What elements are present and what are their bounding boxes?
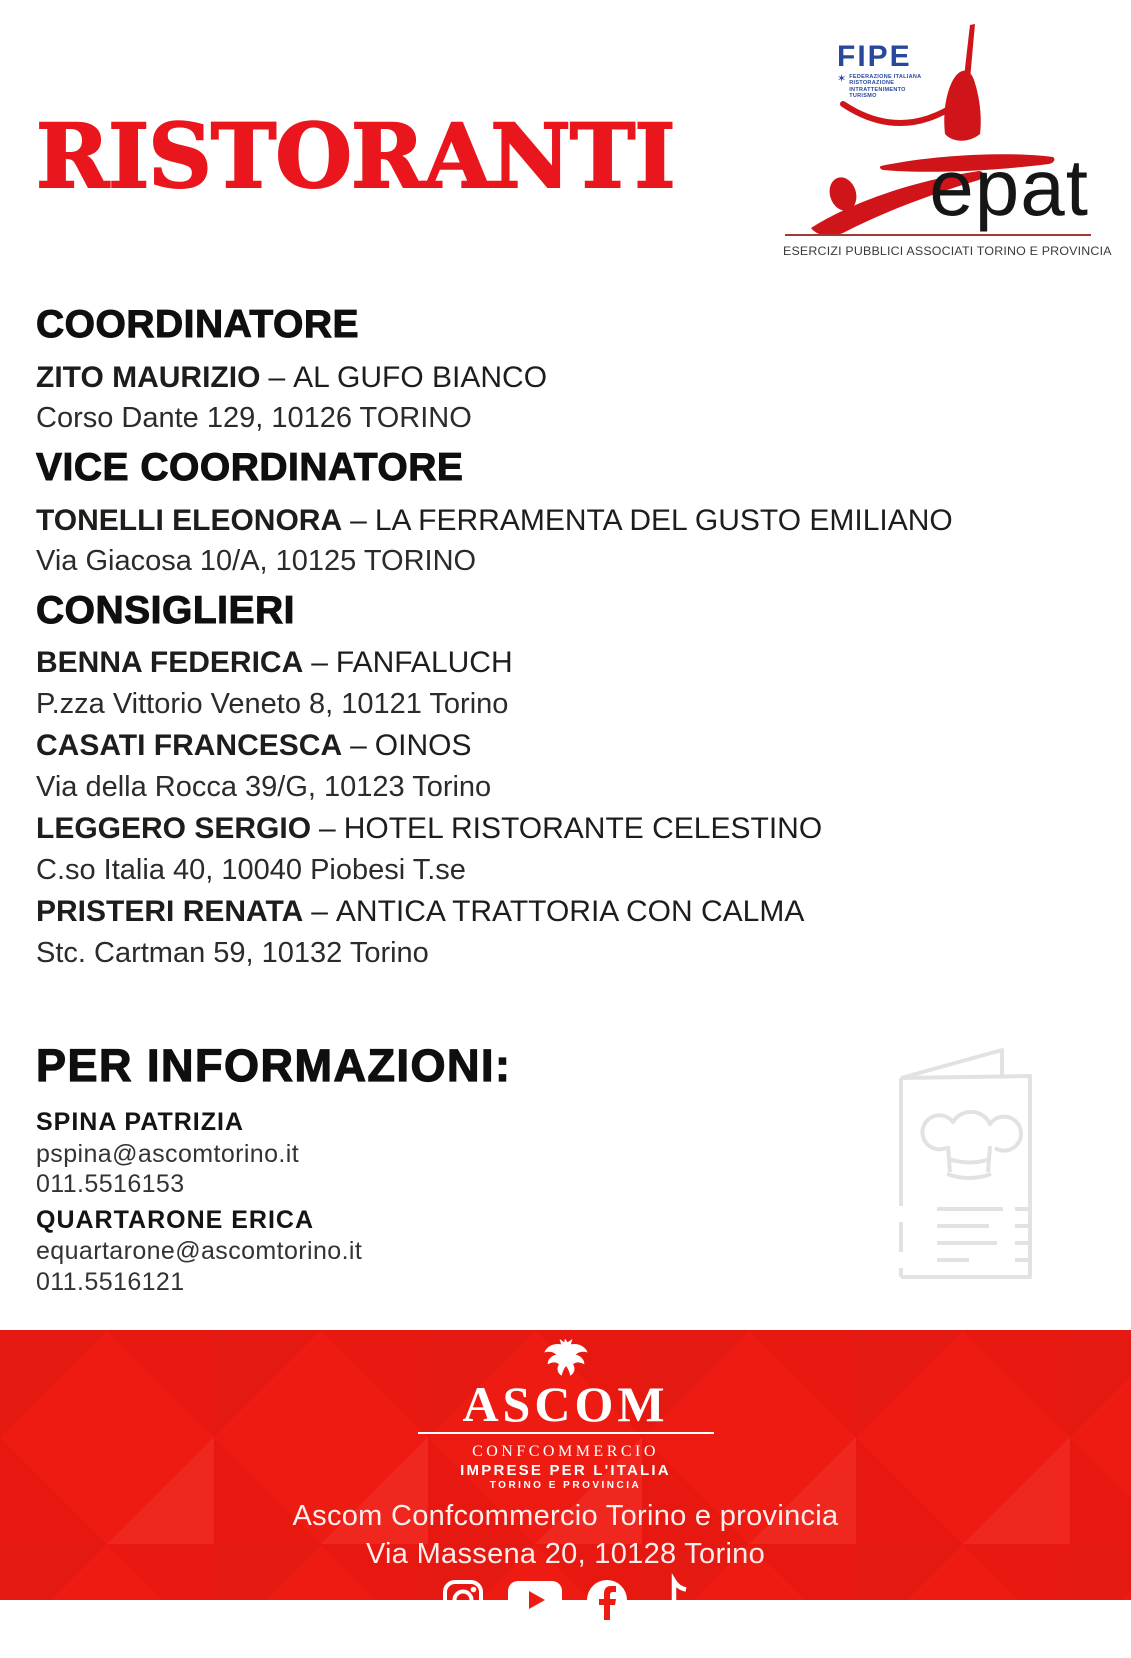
venue-name: AL GUFO BIANCO <box>293 360 548 394</box>
entry-line <box>36 500 1071 541</box>
ascom-logo <box>418 1337 714 1491</box>
contact-name: QUARTARONE ERICA <box>36 1205 315 1234</box>
contact-email[interactable]: equartarone@ascomtorino.it <box>36 1237 363 1265</box>
fipe-name: FIPE <box>837 40 912 73</box>
entry-line <box>36 725 1071 766</box>
venue-name: HOTEL RISTORANTE CELESTINO <box>343 812 823 846</box>
contact-email[interactable]: pspina@ascomtorino.it <box>36 1139 300 1168</box>
separator: – <box>311 895 328 929</box>
venue-address: Via Giacosa 10/A, 10125 TORINO <box>36 544 477 577</box>
member-name: LEGGERO SERGIO <box>36 812 312 846</box>
fipe-emblem-icon: ✶ <box>837 73 847 85</box>
fipe-line: FEDERAZIONE ITALIANA <box>849 74 922 80</box>
epat-logo <box>783 26 1112 262</box>
ascom-divider <box>418 1432 714 1434</box>
member-name: ZITO MAURIZIO <box>36 360 261 394</box>
entry-line <box>36 808 1071 849</box>
venue-address: Via della Rocca 39/G, 10123 Torino <box>36 770 492 803</box>
venue-address: C.so Italia 40, 10040 Piobesi T.se <box>36 853 466 886</box>
roles-list <box>36 302 1071 974</box>
member-name: PRISTERI RENATA <box>36 895 304 929</box>
contact-phone: 011.5516121 <box>36 1267 185 1296</box>
contact-name: SPINA PATRIZIA <box>36 1108 244 1136</box>
epat-divider <box>785 234 1091 236</box>
venue-address: Stc. Cartman 59, 10132 Torino <box>36 936 429 969</box>
info-heading: PER INFORMAZIONI: <box>36 1040 512 1091</box>
fipe-sub-lines <box>849 74 921 99</box>
instagram-icon[interactable] <box>441 1578 485 1622</box>
entry-line <box>36 891 1071 932</box>
facebook-icon[interactable] <box>585 1578 629 1622</box>
ascom-tagline: IMPRESE PER L'ITALIA <box>460 1462 671 1479</box>
fipe-line: TURISMO <box>849 92 877 99</box>
menu-card-icon <box>889 1036 1041 1282</box>
fipe-logo <box>837 42 965 99</box>
epat-wordmark: epat <box>929 143 1089 232</box>
fipe-line: RISTORAZIONE <box>849 80 895 87</box>
separator: – <box>350 503 367 537</box>
website-link[interactable]: www.ascomtorino.it <box>431 1623 700 1657</box>
venue-address: Corso Dante 129, 10126 TORINO <box>36 402 472 435</box>
separator: – <box>311 646 328 680</box>
entry-line <box>36 642 1071 683</box>
separator: – <box>319 812 336 846</box>
venue-name: FANFALUCH <box>335 646 513 680</box>
info-block <box>36 1040 511 1297</box>
youtube-icon[interactable] <box>507 1580 563 1620</box>
member-name: BENNA FEDERICA <box>36 646 304 680</box>
header <box>36 26 1112 262</box>
ascom-wordmark: ASCOM <box>462 1376 669 1432</box>
fipe-line: INTRATTENIMENTO <box>849 86 906 93</box>
social-links <box>441 1578 691 1622</box>
venue-address: P.zza Vittorio Veneto 8, 10121 Torino <box>36 687 509 720</box>
footer <box>0 1330 1131 1657</box>
venue-name: ANTICA TRATTORIA CON CALMA <box>335 895 805 929</box>
ascom-region: TORINO E PROVINCIA <box>489 1480 642 1491</box>
tiktok-icon[interactable] <box>651 1575 691 1625</box>
member-name: TONELLI ELEONORA <box>36 503 343 537</box>
venue-name: OINOS <box>374 729 472 763</box>
separator: – <box>268 360 286 394</box>
entry-line <box>36 357 1071 398</box>
separator: – <box>350 729 367 763</box>
eagle-icon <box>539 1337 593 1381</box>
contact-phone: 011.5516153 <box>36 1170 185 1198</box>
footer-org-line: Ascom Confcommercio Torino e provincia <box>292 1500 839 1532</box>
epat-caption: ESERCIZI PUBBLICI ASSOCIATI TORINO E PROVINCIA <box>783 244 1112 258</box>
section-heading-coordinatore: COORDINATORE <box>36 303 360 346</box>
fipe-arc-icon <box>837 100 963 134</box>
member-name: CASATI FRANCESCA <box>36 729 343 763</box>
section-heading-vice-coordinatore: VICE COORDINATORE <box>36 445 464 489</box>
ascom-subtitle: confcommercio <box>472 1436 659 1461</box>
venue-name: LA FERRAMENTA DEL GUSTO EMILIANO <box>374 503 953 537</box>
footer-address-line: Via Massena 20, 10128 Torino <box>365 1537 766 1570</box>
page-title: RISTORANTI <box>36 104 675 208</box>
section-heading-consiglieri: CONSIGLIERI <box>36 588 296 632</box>
